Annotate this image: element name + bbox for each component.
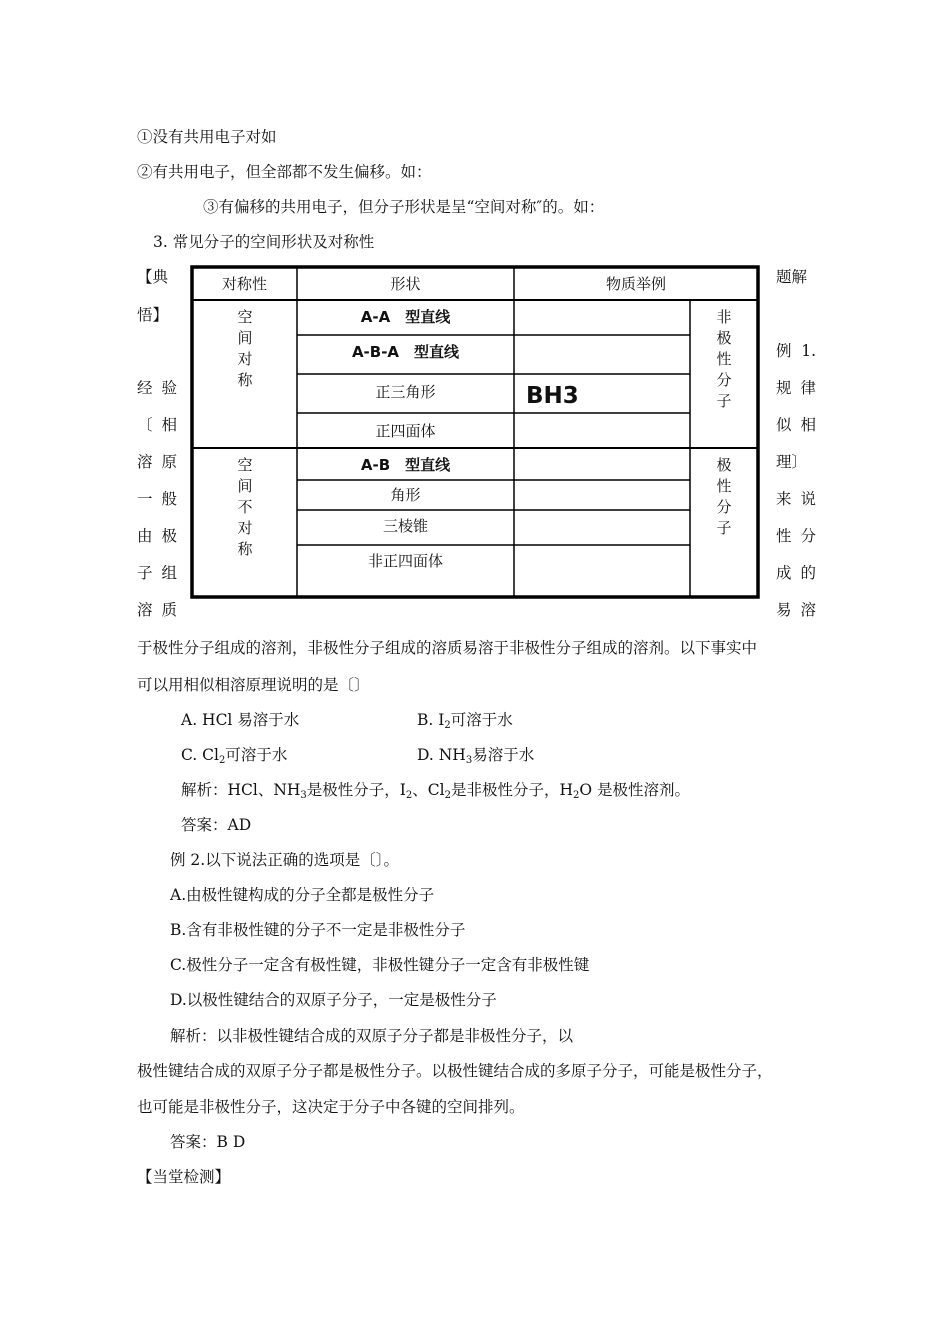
example2-analysis-2: 极性键结合成的双原子分子都是极性分子。以极性键结合成的多原子分子，可能是极性分子， — [137, 1062, 773, 1080]
group2-label: 空间不对称 — [237, 456, 253, 558]
sidebar-right-0: 题解 — [776, 268, 808, 286]
sidebar-right-1: 例 1. — [776, 342, 816, 360]
option-d: D. $NH_3$易溶于水 — [417, 746, 535, 766]
shape-row-1: A-A 型直线 — [360, 308, 451, 326]
sidebar-right-7: 成 的 — [776, 564, 816, 582]
example1-answer: 答案：AD — [181, 816, 252, 834]
sidebar-left-8: 溶 质 — [137, 601, 177, 619]
section-heading: 3. 常见分子的空间形状及对称性 — [153, 233, 375, 251]
sidebar-right-3: 似 相 — [776, 416, 816, 434]
shape-row-7: 三棱锥 — [382, 517, 428, 535]
sidebar-right-4: 理〕 — [776, 453, 808, 471]
example-bh3: BH3 — [526, 383, 579, 409]
sidebar-left-2: 经 验 — [137, 379, 177, 397]
shape-row-6: 角形 — [390, 486, 421, 504]
intro-line-2: ②有共用电子，但全部都不发生偏移。如： — [137, 163, 432, 181]
sidebar-left-4: 溶 原 — [137, 453, 177, 471]
section-footer: 【当堂检测】 — [137, 1168, 231, 1186]
shape-row-2: A-B-A 型直线 — [351, 343, 460, 361]
example1-text-2: 可以用相似相溶原理说明的是〔〕 — [137, 676, 370, 694]
shape-row-4: 正四面体 — [375, 422, 436, 440]
header-symmetry: 对称性 — [221, 275, 267, 293]
example2-option-d: D.以极性键结合的双原子分子，一定是极性分子 — [170, 991, 497, 1009]
intro-line-1: ①没有共用电子对如 — [137, 128, 277, 146]
group1-polarity: 非极性分子 — [716, 308, 732, 410]
sidebar-left-3: 〔 相 — [137, 416, 177, 434]
example1-analysis: 解析：HCl、$NH_3$是极性分子，$I_2$、$Cl_2$是非极性分子，$H_2O$ 是极性溶剂。 — [181, 781, 691, 801]
example2-question: 例 2.以下说法正确的选项是〔〕。 — [170, 851, 399, 869]
header-shape: 形状 — [390, 275, 421, 293]
example2-analysis-1: 解析：以非极性键结合成的双原子分子都是非极性分子，以 — [170, 1027, 574, 1045]
option-c: C. $Cl_2$可溶于水 — [181, 746, 288, 766]
example1-text-1: 于极性分子组成的溶剂，非极性分子组成的溶质易溶于非极性分子组成的溶剂。以下事实中 — [137, 639, 758, 657]
sidebar-right-5: 来 说 — [776, 490, 816, 508]
header-examples: 物质举例 — [605, 275, 666, 293]
group1-label: 空间对称 — [237, 308, 253, 389]
shape-row-8: 非正四面体 — [367, 552, 443, 570]
sidebar-right-2: 规 律 — [776, 379, 816, 397]
example2-option-b: B.含有非极性键的分子不一定是非极性分子 — [170, 921, 466, 939]
example2-answer: 答案：B D — [170, 1133, 246, 1151]
shape-row-5: A-B 型直线 — [360, 456, 451, 474]
sidebar-left-7: 子 组 — [137, 564, 177, 582]
shape-row-3: 正三角形 — [375, 383, 436, 401]
sidebar-left-1: 悟】 — [137, 306, 169, 324]
group2-polarity: 极性分子 — [716, 456, 732, 537]
option-a: A. HCl 易溶于水 — [181, 711, 300, 729]
sidebar-right-6: 性 分 — [776, 527, 816, 545]
sidebar-right-8: 易 溶 — [776, 601, 816, 619]
symmetry-table — [190, 265, 760, 599]
option-b: B. $I_2$可溶于水 — [417, 711, 513, 731]
sidebar-left-6: 由 极 — [137, 527, 177, 545]
sidebar-left-5: 一 般 — [137, 490, 177, 508]
example2-analysis-3: 也可能是非极性分子，这决定于分子中各键的空间排列。 — [137, 1098, 525, 1116]
sidebar-left-0: 【典 — [137, 268, 169, 286]
intro-line-3: ③有偏移的共用电子，但分子形状是呈“空间对称″的。如： — [203, 198, 605, 216]
example2-option-a: A.由极性键构成的分子全都是极性分子 — [170, 886, 435, 904]
example2-option-c: C.极性分子一定含有极性键，非极性键分子一定含有非极性键 — [170, 956, 590, 974]
